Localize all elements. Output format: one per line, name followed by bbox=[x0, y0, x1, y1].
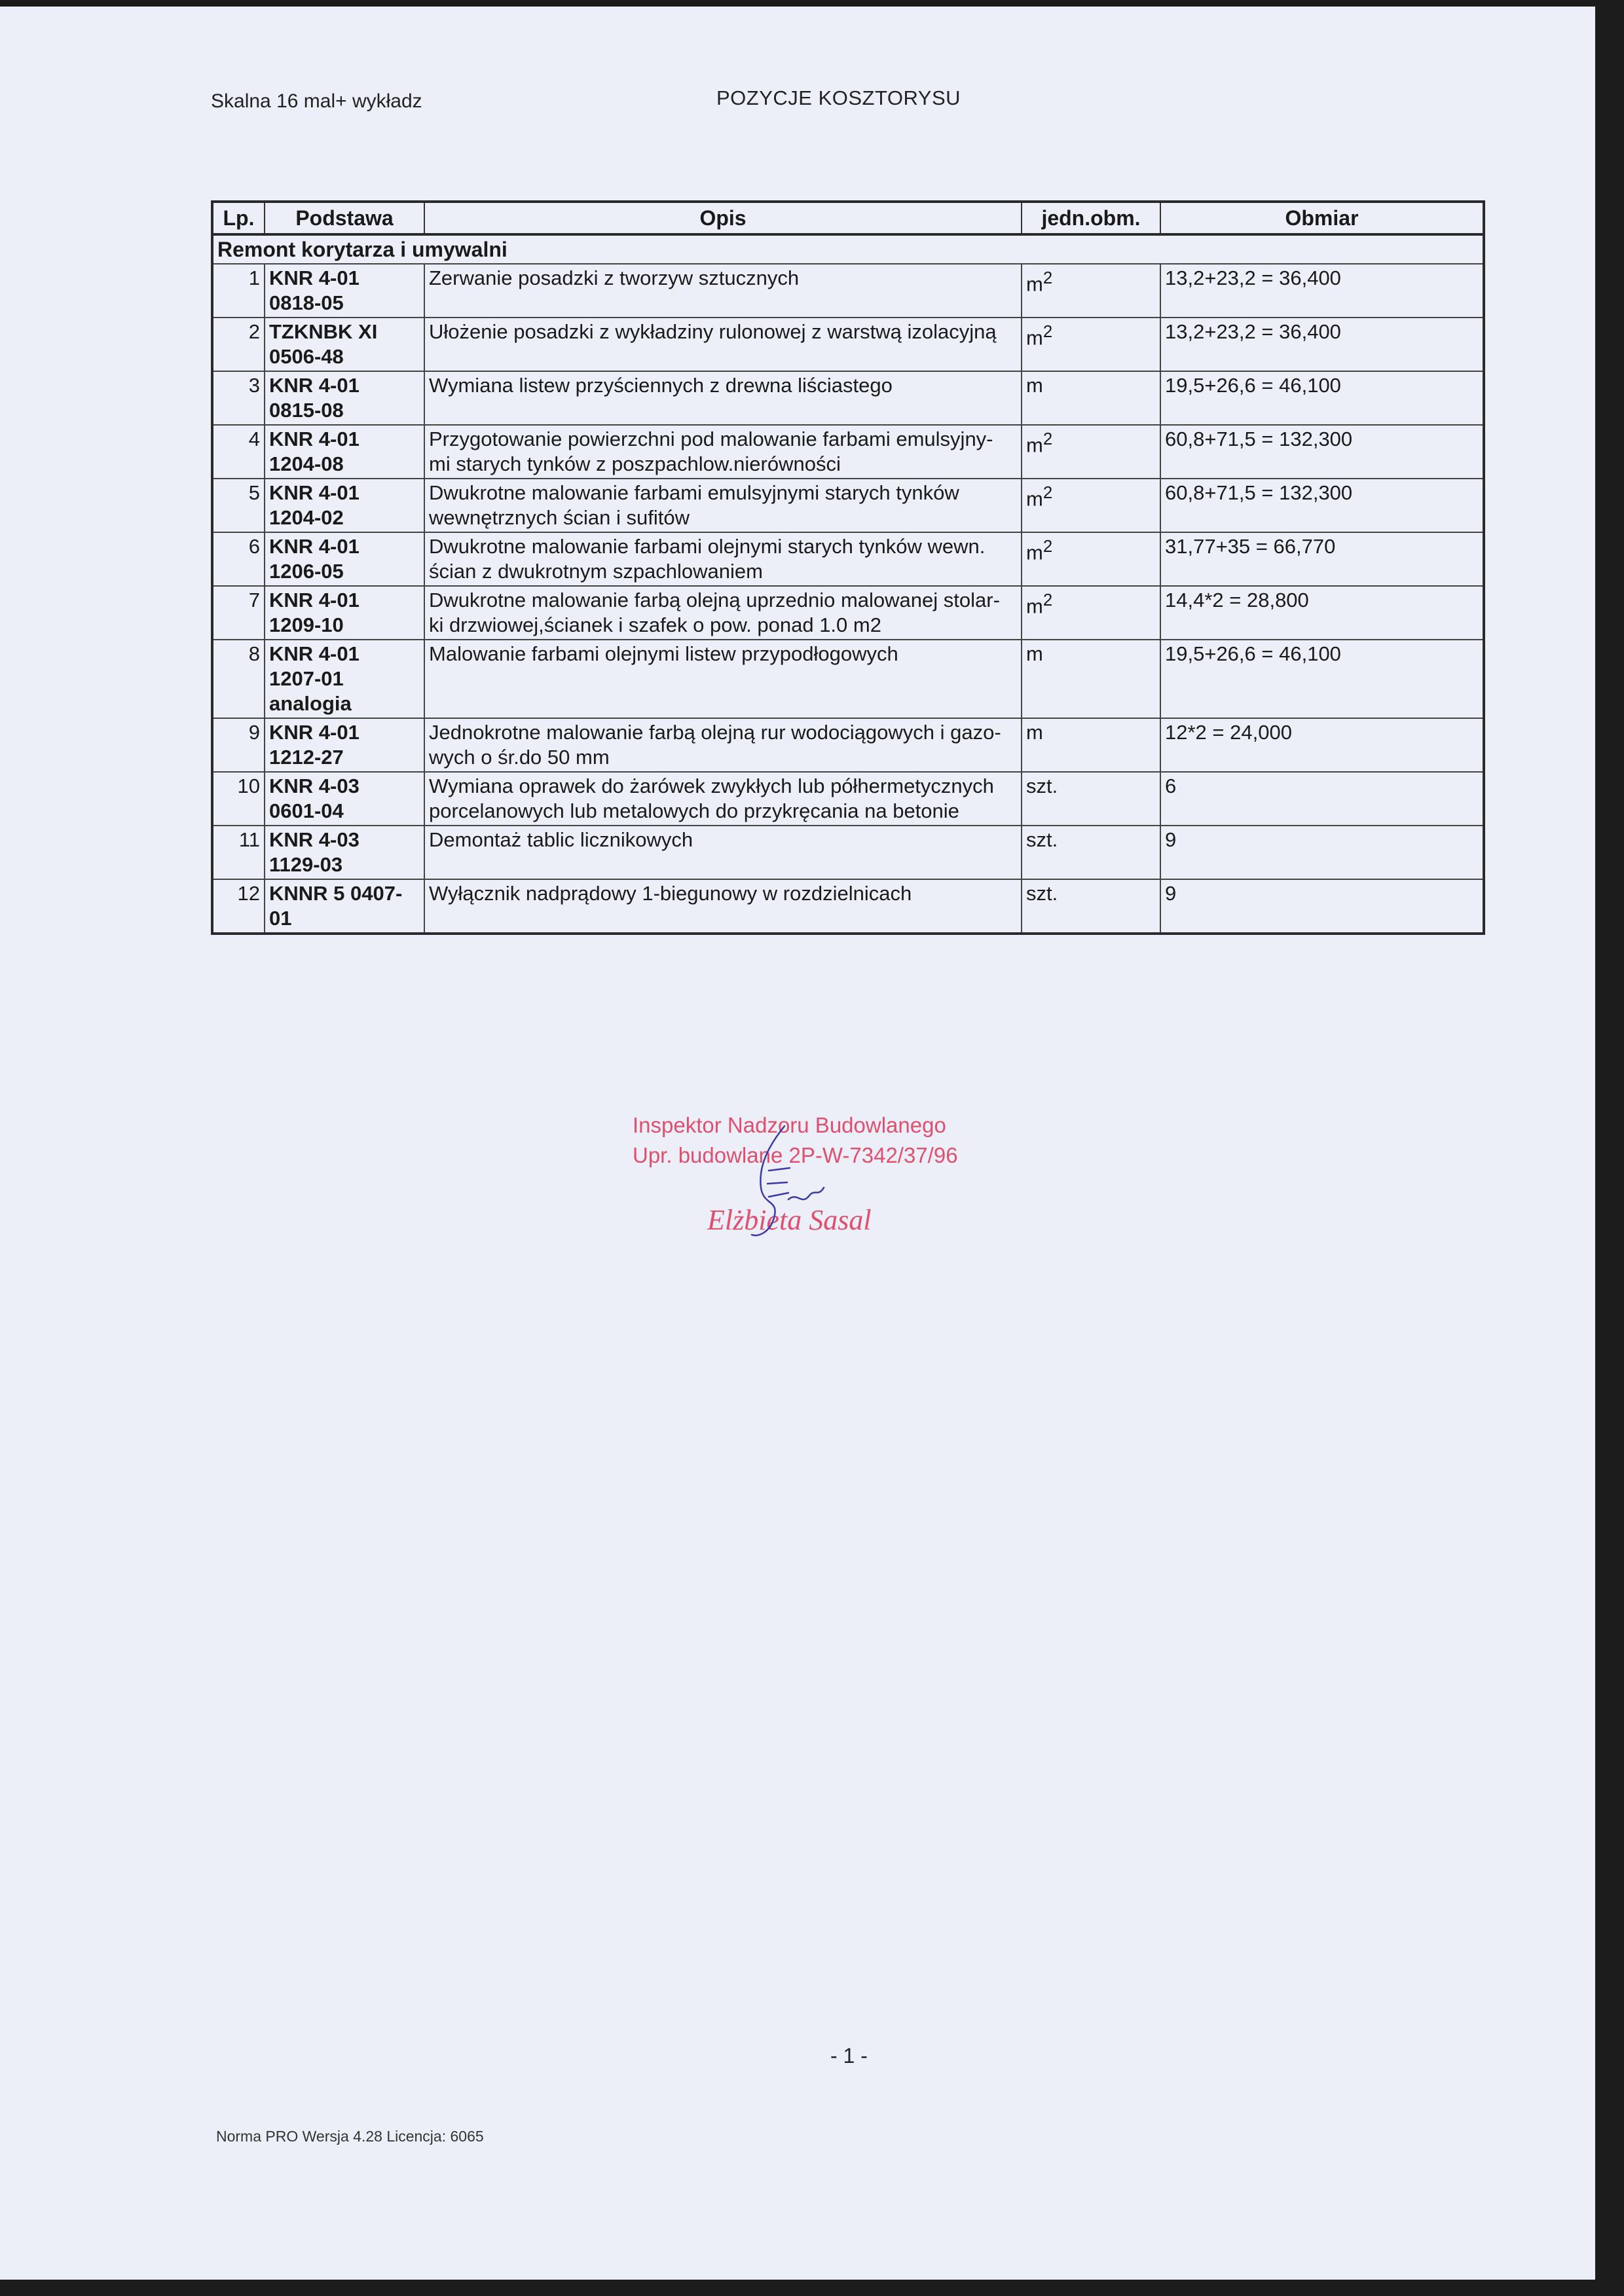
opis-line: Jednokrotne malowanie farbą olejną rur wodociągowych i gazo- bbox=[429, 721, 1001, 744]
podstawa-line: 1209-10 bbox=[269, 613, 344, 636]
row-jednostka bbox=[1022, 371, 1160, 425]
row-jednostka bbox=[1022, 718, 1160, 772]
podstawa-line: 1129-03 bbox=[269, 853, 343, 876]
unit-text: m bbox=[1026, 487, 1043, 511]
podstawa-line: 1206-05 bbox=[269, 560, 344, 583]
row-opis bbox=[424, 640, 1022, 718]
podstawa-line: KNR 4-01 bbox=[269, 721, 360, 744]
row-number: 3 bbox=[212, 371, 265, 425]
unit-exponent: 2 bbox=[1043, 269, 1053, 287]
table-row bbox=[212, 772, 1484, 826]
row-obmiar: 12*2 = 24,000 bbox=[1160, 718, 1484, 772]
unit-exponent: 2 bbox=[1043, 538, 1053, 556]
row-number: 7 bbox=[212, 586, 265, 640]
podstawa-line: KNR 4-01 bbox=[269, 481, 360, 504]
table-row bbox=[212, 318, 1484, 371]
opis-line: Demontaż tablic licznikowych bbox=[429, 828, 693, 851]
row-number: 5 bbox=[212, 479, 265, 532]
handwritten-signature bbox=[706, 1120, 837, 1244]
unit-text: szt. bbox=[1026, 828, 1058, 851]
column-header-obmiar: Obmiar bbox=[1160, 202, 1484, 234]
row-jednostka bbox=[1022, 772, 1160, 826]
row-number: 4 bbox=[212, 425, 265, 479]
row-obmiar: 13,2+23,2 = 36,400 bbox=[1160, 264, 1484, 318]
row-obmiar: 19,5+26,6 = 46,100 bbox=[1160, 640, 1484, 718]
column-header-jednostka: jedn.obm. bbox=[1022, 202, 1160, 234]
unit-exponent: 2 bbox=[1043, 323, 1053, 341]
row-jednostka bbox=[1022, 264, 1160, 318]
stamp-title: Inspektor Nadzoru Budowlanego bbox=[633, 1113, 946, 1137]
row-podstawa bbox=[265, 318, 424, 371]
podstawa-line: KNR 4-01 bbox=[269, 589, 360, 611]
podstawa-line: 1207-01 bbox=[269, 667, 344, 690]
podstawa-line: KNR 4-01 bbox=[269, 428, 360, 450]
column-header-podstawa: Podstawa bbox=[265, 202, 424, 234]
unit-text: m bbox=[1026, 594, 1043, 618]
row-podstawa bbox=[265, 718, 424, 772]
podstawa-line: KNNR 5 0407- bbox=[269, 882, 403, 905]
cost-items-table bbox=[211, 200, 1485, 935]
opis-line: mi starych tynków z poszpachlow.nierówności bbox=[429, 452, 841, 475]
unit-text: szt. bbox=[1026, 774, 1058, 797]
row-obmiar: 31,77+35 = 66,770 bbox=[1160, 532, 1484, 586]
document-page bbox=[0, 7, 1595, 2280]
section-row bbox=[212, 234, 1484, 264]
row-number: 8 bbox=[212, 640, 265, 718]
table-header-row bbox=[212, 202, 1484, 234]
unit-text: szt. bbox=[1026, 882, 1058, 905]
table-row bbox=[212, 532, 1484, 586]
page-number: - 1 - bbox=[830, 2044, 868, 2068]
row-jednostka bbox=[1022, 425, 1160, 479]
row-podstawa bbox=[265, 264, 424, 318]
podstawa-line: KNR 4-01 bbox=[269, 642, 360, 665]
row-opis bbox=[424, 264, 1022, 318]
podstawa-line: KNR 4-01 bbox=[269, 374, 360, 397]
opis-line: Zerwanie posadzki z tworzyw sztucznych bbox=[429, 266, 800, 289]
opis-line: porcelanowych lub metalowych do przykręcania na betonie bbox=[429, 799, 959, 822]
column-header-lp: Lp. bbox=[212, 202, 265, 234]
row-obmiar: 14,4*2 = 28,800 bbox=[1160, 586, 1484, 640]
row-opis bbox=[424, 318, 1022, 371]
row-jednostka bbox=[1022, 586, 1160, 640]
row-number: 12 bbox=[212, 879, 265, 934]
column-header-opis: Opis bbox=[424, 202, 1022, 234]
podstawa-line: KNR 4-03 bbox=[269, 774, 360, 797]
row-jednostka bbox=[1022, 479, 1160, 532]
opis-line: Malowanie farbami olejnymi listew przypodłogowych bbox=[429, 642, 898, 665]
opis-line: Dwukrotne malowanie farbą olejną uprzednio malowanej stolar- bbox=[429, 589, 1000, 611]
unit-exponent: 2 bbox=[1043, 430, 1053, 448]
row-obmiar: 60,8+71,5 = 132,300 bbox=[1160, 425, 1484, 479]
row-obmiar: 19,5+26,6 = 46,100 bbox=[1160, 371, 1484, 425]
row-number: 9 bbox=[212, 718, 265, 772]
row-jednostka bbox=[1022, 318, 1160, 371]
table-row bbox=[212, 826, 1484, 879]
row-opis bbox=[424, 772, 1022, 826]
table-row bbox=[212, 718, 1484, 772]
opis-line: ki drzwiowej,ścianek i szafek o pow. ponad 1.0 m2 bbox=[429, 613, 881, 636]
table-row bbox=[212, 879, 1484, 934]
stamp-license: Upr. budowlane 2P-W-7342/37/96 bbox=[633, 1143, 958, 1167]
podstawa-line: KNR 4-01 bbox=[269, 266, 360, 289]
row-jednostka bbox=[1022, 826, 1160, 879]
podstawa-line: 1204-02 bbox=[269, 506, 344, 529]
row-podstawa bbox=[265, 371, 424, 425]
opis-line: Dwukrotne malowanie farbami emulsyjnymi starych tynków bbox=[429, 481, 959, 504]
row-opis bbox=[424, 879, 1022, 934]
opis-line: Wymiana oprawek do żarówek zwykłych lub półhermetycznych bbox=[429, 774, 994, 797]
row-obmiar: 6 bbox=[1160, 772, 1484, 826]
row-number: 1 bbox=[212, 264, 265, 318]
row-podstawa bbox=[265, 826, 424, 879]
podstawa-line: 0506-48 bbox=[269, 345, 344, 368]
unit-exponent: 2 bbox=[1043, 591, 1053, 610]
section-title: Remont korytarza i umywalni bbox=[212, 234, 1484, 264]
opis-line: Dwukrotne malowanie farbami olejnymi starych tynków wewn. bbox=[429, 535, 986, 558]
opis-line: Ułożenie posadzki z wykładziny rulonowej z warstwą izolacyjną bbox=[429, 320, 997, 343]
unit-text: m bbox=[1026, 326, 1043, 350]
opis-line: wewnętrznych ścian i sufitów bbox=[429, 506, 690, 529]
row-opis bbox=[424, 425, 1022, 479]
opis-line: Przygotowanie powierzchni pod malowanie farbami emulsyjny- bbox=[429, 428, 993, 450]
podstawa-line: analogia bbox=[269, 692, 352, 715]
opis-line: wych o śr.do 50 mm bbox=[429, 746, 610, 769]
podstawa-line: KNR 4-01 bbox=[269, 535, 360, 558]
podstawa-line: 0815-08 bbox=[269, 399, 344, 422]
podstawa-line: 0818-05 bbox=[269, 291, 344, 314]
row-jednostka bbox=[1022, 879, 1160, 934]
row-podstawa bbox=[265, 586, 424, 640]
row-podstawa bbox=[265, 879, 424, 934]
row-podstawa bbox=[265, 425, 424, 479]
software-footer: Norma PRO Wersja 4.28 Licencja: 6065 bbox=[216, 2128, 484, 2145]
row-opis bbox=[424, 371, 1022, 425]
row-opis bbox=[424, 532, 1022, 586]
unit-text: m bbox=[1026, 642, 1043, 665]
table-row bbox=[212, 586, 1484, 640]
podstawa-line: 1204-08 bbox=[269, 452, 344, 475]
row-obmiar: 9 bbox=[1160, 879, 1484, 934]
table-row bbox=[212, 479, 1484, 532]
row-number: 11 bbox=[212, 826, 265, 879]
row-opis bbox=[424, 826, 1022, 879]
opis-line: Wyłącznik nadprądowy 1-biegunowy w rozdzielnicach bbox=[429, 882, 912, 905]
podstawa-line: 01 bbox=[269, 907, 292, 930]
podstawa-line: 0601-04 bbox=[269, 799, 344, 822]
unit-text: m bbox=[1026, 272, 1043, 296]
row-number: 10 bbox=[212, 772, 265, 826]
podstawa-line: KNR 4-03 bbox=[269, 828, 360, 851]
unit-exponent: 2 bbox=[1043, 484, 1053, 502]
row-opis bbox=[424, 718, 1022, 772]
row-jednostka bbox=[1022, 532, 1160, 586]
opis-line: ścian z dwukrotnym szpachlowaniem bbox=[429, 560, 763, 583]
row-podstawa bbox=[265, 479, 424, 532]
table-row bbox=[212, 371, 1484, 425]
row-podstawa bbox=[265, 640, 424, 718]
row-opis bbox=[424, 479, 1022, 532]
document-header-title: POZYCJE KOSZTORYSU bbox=[716, 86, 961, 109]
podstawa-line: 1212-27 bbox=[269, 746, 344, 769]
table-row bbox=[212, 640, 1484, 718]
unit-text: m bbox=[1026, 721, 1043, 744]
row-number: 2 bbox=[212, 318, 265, 371]
table-row bbox=[212, 425, 1484, 479]
row-number: 6 bbox=[212, 532, 265, 586]
stamp-name: Elżbieta Sasal bbox=[707, 1204, 872, 1236]
row-jednostka bbox=[1022, 640, 1160, 718]
podstawa-line: TZKNBK XI bbox=[269, 320, 378, 343]
row-podstawa bbox=[265, 532, 424, 586]
unit-text: m bbox=[1026, 374, 1043, 397]
document-header-project: Skalna 16 mal+ wykładz bbox=[211, 90, 422, 112]
row-opis bbox=[424, 586, 1022, 640]
row-podstawa bbox=[265, 772, 424, 826]
unit-text: m bbox=[1026, 541, 1043, 564]
unit-text: m bbox=[1026, 433, 1043, 457]
row-obmiar: 13,2+23,2 = 36,400 bbox=[1160, 318, 1484, 371]
opis-line: Wymiana listew przyściennych z drewna liściastego bbox=[429, 374, 893, 397]
row-obmiar: 9 bbox=[1160, 826, 1484, 879]
row-obmiar: 60,8+71,5 = 132,300 bbox=[1160, 479, 1484, 532]
table-row bbox=[212, 264, 1484, 318]
